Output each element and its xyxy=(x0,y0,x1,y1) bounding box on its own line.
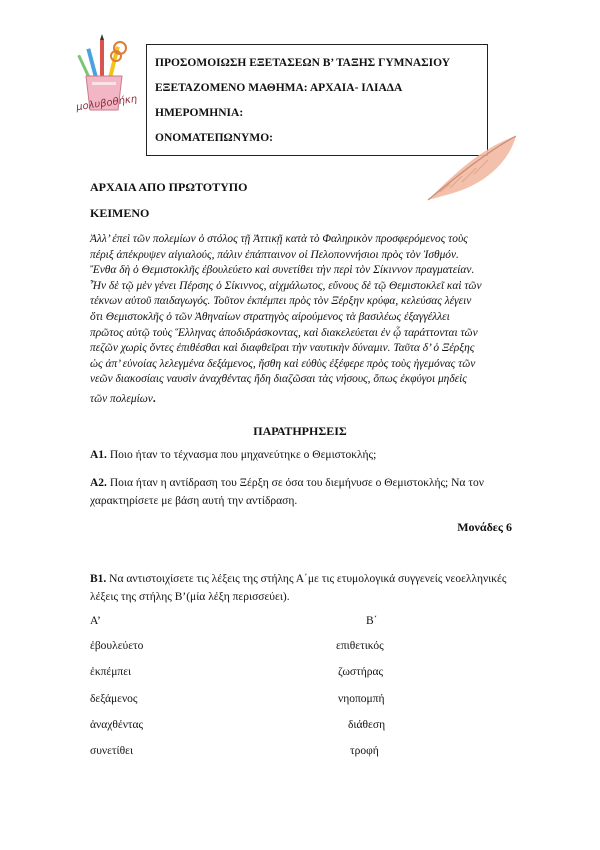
question-a1-text: Ποιο ήταν το τέχνασμα που μηχανεύτηκε ο Θεμιστοκλής; xyxy=(106,449,377,461)
column-b-header: Β΄ xyxy=(366,615,378,627)
text-line: Ἦν δὲ τῷ μὲν γένει Πέρσης ὁ Σίκιννος, αἰχμάλωτος, εὔνους δὲ τῷ Θεμιστοκλεῖ καὶ τῶν xyxy=(90,279,482,292)
column-b-item: τροφή xyxy=(350,745,379,757)
text-line: νεῶν διακοσίαις ναυσὶν ἀναχθέντας ἤδη διαζῶσαι τὰς νήσους, ὅπως ἐκφύγοι μηδεὶς xyxy=(90,373,467,386)
exam-title: ΠΡΟΣΟΜΟΙΩΣΗ ΕΞΕΤΑΣΕΩΝ Β’ ΤΑΞΗΣ ΓΥΜΝΑΣΙΟΥ xyxy=(155,57,451,69)
text-line: πρῶτος αὐτῷ τοὺς Ἕλληνας ἀποδιδράσκοντας, καὶ διακελεύεται ἐν ᾧ ταράττονται τῶν xyxy=(90,326,478,339)
column-a-item: συνετίθει xyxy=(90,745,134,757)
column-a-item: δεξάμενος xyxy=(90,693,138,705)
text-line: ὅτι Θεμιστοκλῆς ὁ τῶν Ἀθηναίων στρατηγὸς αἱρούμενος τὰ βασιλέως ἐξαγγέλλει xyxy=(90,310,450,323)
ancient-text xyxy=(90,232,515,408)
text-last-mark: . xyxy=(152,392,156,405)
question-a2-text: Ποια ήταν η αντίδραση του Ξέρξη σε όσα του διεμήνυσε ο Θεμιστοκλής; Να τον χαρακτηρίσετε με βάση αυτή την αντίδραση. xyxy=(90,477,484,507)
text-line: πέριξ ἀπέκρυψεν αἰγιαλούς, πάλιν ἐπάπταινον οἱ Πελοποννήσιοι πρὸς τὸν Ἰσθμόν. xyxy=(90,248,459,261)
text-line: Ἔνθα δὴ ὁ Θεμιστοκλῆς ἐβουλεύετο καὶ συνετίθει τὴν περὶ τὸν Σίκιννον πραγματείαν. xyxy=(90,264,475,277)
question-a1-label: Α1. xyxy=(90,449,107,461)
text-line: ὡς ἀπ’ εὐνοίας λελεγμένα δεξάμενος, ἥσθη καὶ εὐθὺς ἐξέφερε πρὸς τοὺς ἡγεμόνας τῶν xyxy=(90,357,476,370)
question-b1-label: Β1. xyxy=(90,573,107,585)
column-b-item: επιθετικός xyxy=(336,640,384,652)
column-a-item: ἐκπέμπει xyxy=(90,666,132,678)
observations-title: ΠΑΡΑΤΗΡΗΣΕΙΣ xyxy=(253,424,347,438)
text-line: τέκνων αὐτοῦ παιδαγωγός. Τοῦτον ἐκπέμπει πρὸς τὸν Ξέρξην κρύφα, κελεύσας λέγειν xyxy=(90,295,472,308)
text-last-words: τῶν πολεμίων xyxy=(90,392,153,405)
question-a1 xyxy=(90,446,520,464)
column-b-item: νηοπομπή xyxy=(338,693,385,705)
column-b-item: ζωστήρας xyxy=(338,666,384,678)
section-title: ΑΡΧΑΙΑ ΑΠΟ ΠΡΩΤΟΤΥΠΟ xyxy=(90,180,248,194)
question-a2-label: Α2. xyxy=(90,477,107,489)
text-line: πεζῶν χωρὶς ὄντες ἐπιθέσθαι καὶ διαφθεῖραι τὴν ναυτικὴν δύναμιν. Ταῦτα δ’ ὁ Ξέρξης xyxy=(90,342,475,355)
question-b1 xyxy=(90,570,520,606)
text-last-line xyxy=(90,392,515,408)
date-line: ΗΜΕΡΟΜΗΝΙΑ: xyxy=(155,107,244,119)
column-b-item: διάθεση xyxy=(348,719,386,731)
logo-text: μολυβοθήκη xyxy=(75,93,138,114)
feather-icon xyxy=(420,128,520,208)
column-a-item: ἐβουλεύετο xyxy=(90,640,144,652)
marks-label: Μονάδες 6 xyxy=(457,520,512,534)
column-a-item: ἀναχθέντας xyxy=(90,719,144,731)
section-subtitle: ΚΕΙΜΕΝΟ xyxy=(90,206,150,220)
subject-line: ΕΞΕΤΑΖΟΜΕΝΟ ΜΑΘΗΜΑ: ΑΡΧΑΙΑ- ΙΛΙΑΔΑ xyxy=(155,82,403,94)
question-b1-text: Να αντιστοιχίσετε τις λέξεις της στήλης Α΄με τις ετυμολογικά συγγενείς νεοελληνικές λέξεις της στήλης Β’(μία λέξη περισσεύει). xyxy=(90,573,507,603)
text-line: Ἀλλ’ ἐπεὶ τῶν πολεμίων ὁ στόλος τῇ Ἀττικῇ κατὰ τὸ Φαληρικὸν προσφερόμενος τοὺς xyxy=(90,233,468,245)
question-a2 xyxy=(90,474,520,510)
column-a-header: Α’ xyxy=(90,615,101,627)
name-line: ΟΝΟΜΑΤΕΠΩΝΥΜΟ: xyxy=(155,132,273,144)
